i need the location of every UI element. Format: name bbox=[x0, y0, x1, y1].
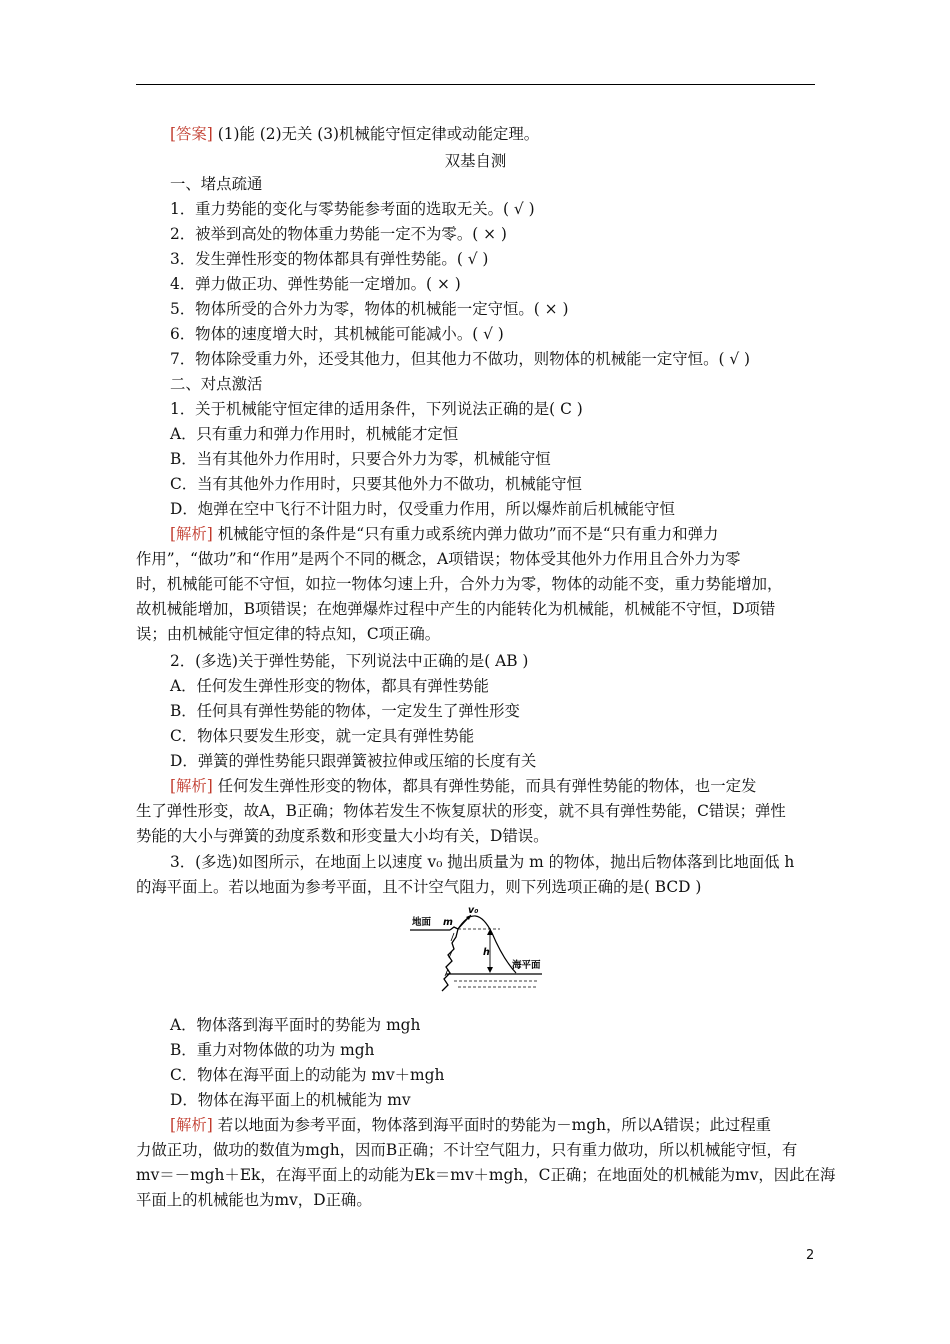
q2-analysis-line: 势能的大小与弹簧的劲度系数和形变量大小均有关，D错误。 bbox=[136, 827, 549, 845]
q2-analysis-tag: [解析] bbox=[170, 777, 213, 795]
q1-analysis-tag: [解析] bbox=[170, 525, 213, 543]
q2-option-d: D．弹簧的弹性势能只跟弹簧被拉伸或压缩的长度有关 bbox=[170, 752, 537, 770]
q3-option-a: A．物体落到海平面时的势能为 mgh bbox=[170, 1016, 421, 1034]
page-number: 2 bbox=[806, 1248, 815, 1263]
q1-analysis-line: 时，机械能可能不守恒，如拉一物体匀速上升，合外力为零，物体的动能不变，重力势能增加， bbox=[136, 575, 783, 593]
q1-analysis-line: 误；由机械能守恒定律的特点知，C项正确。 bbox=[136, 625, 441, 643]
q1-option-d: D．炮弹在空中飞行不计阻力时，仅受重力作用，所以爆炸前后机械能守恒 bbox=[170, 500, 675, 518]
velocity-label: v₀ bbox=[468, 905, 479, 916]
q1-stem: 1．关于机械能守恒定律的适用条件，下列说法正确的是( C ) bbox=[170, 400, 583, 418]
part1-item: 2．被举到高处的物体重力势能一定不为零。( × ) bbox=[170, 225, 507, 243]
q3-stem-line: 3．(多选)如图所示，在地面上以速度 v₀ 抛出质量为 m 的物体，抛出后物体落到比地面低 h bbox=[170, 853, 795, 871]
q2-analysis-line: [解析] 任何发生弹性形变的物体，都具有弹性势能，而具有弹性势能的物体，也一定发 bbox=[170, 777, 757, 795]
q1-option-b: B．当有其他外力作用时，只要合外力为零，机械能守恒 bbox=[170, 450, 551, 468]
section-title: 双基自测 bbox=[444, 152, 507, 170]
part2-heading: 二、对点激活 bbox=[170, 375, 263, 393]
answer-tag: [答案] bbox=[170, 125, 213, 143]
header-rule bbox=[136, 84, 815, 85]
ground-label: 地面 bbox=[412, 917, 432, 928]
q1-analysis-line: 作用”，“做功”和“作用”是两个不同的概念，A项错误；物体受其他外力作用且合外力为零 bbox=[136, 550, 741, 568]
q3-analysis-line: 力做正功，做功的数值为mgh，因而B正确；不计空气阻力，只有重力做功，所以机械能守恒，有 bbox=[136, 1141, 798, 1159]
part1-item: 5．物体所受的合外力为零，物体的机械能一定守恒。( × ) bbox=[170, 300, 569, 318]
answer-line bbox=[170, 124, 539, 144]
height-label: h bbox=[483, 947, 490, 958]
q2-stem: 2．(多选)关于弹性势能，下列说法中正确的是( AB ) bbox=[170, 652, 529, 670]
part1-item: 4．弹力做正功、弹性势能一定增加。( × ) bbox=[170, 275, 461, 293]
q1-analysis-line: 故机械能增加，B项错误；在炮弹爆炸过程中产生的内能转化为机械能，机械能不守恒，D项错 bbox=[136, 600, 776, 618]
mass-label: m bbox=[443, 917, 453, 928]
q3-option-d: D．物体在海平面上的机械能为 mv bbox=[170, 1091, 411, 1109]
q3-analysis-line: 平面上的机械能也为mv，D正确。 bbox=[136, 1191, 372, 1209]
q2-option-c: C．物体只要发生形变，就一定具有弹性势能 bbox=[170, 727, 475, 745]
part1-item: 3．发生弹性形变的物体都具有弹性势能。( √ ) bbox=[170, 250, 489, 268]
q2-option-b: B．任何具有弹性势能的物体，一定发生了弹性形变 bbox=[170, 702, 520, 720]
answer-text: (1)能 (2)无关 (3)机械能守恒定律或动能定理。 bbox=[212, 125, 540, 143]
part1-item: 7．物体除受重力外，还受其他力，但其他力不做功，则物体的机械能一定守恒。( √ ) bbox=[170, 350, 751, 368]
part1-item: 1．重力势能的变化与零势能参考面的选取无关。( √ ) bbox=[170, 200, 535, 218]
q3-stem-line: 的海平面上。若以地面为参考平面，且不计空气阻力，则下列选项正确的是( BCD ) bbox=[136, 878, 702, 896]
q3-option-b: B．重力对物体做的功为 mgh bbox=[170, 1041, 375, 1059]
cliff-projectile-figure bbox=[408, 903, 543, 998]
sea-label: 海平面 bbox=[512, 960, 541, 971]
q2-option-a: A．任何发生弹性形变的物体，都具有弹性势能 bbox=[170, 677, 489, 695]
q3-analysis-tag: [解析] bbox=[170, 1116, 213, 1134]
q3-analysis-line: [解析] 若以地面为参考平面，物体落到海平面时的势能为－mgh，所以A错误；此过程重 bbox=[170, 1116, 772, 1134]
q1-option-c: C．当有其他外力作用时，只要其他外力不做功，机械能守恒 bbox=[170, 475, 582, 493]
part1-heading: 一、堵点疏通 bbox=[170, 175, 263, 193]
q1-analysis-line: [解析] 机械能守恒的条件是“只有重力或系统内弹力做功”而不是“只有重力和弹力 bbox=[170, 525, 719, 543]
q3-option-c: C．物体在海平面上的动能为 mv＋mgh bbox=[170, 1066, 445, 1084]
q1-option-a: A．只有重力和弹力作用时，机械能才定恒 bbox=[170, 425, 459, 443]
part1-item: 6．物体的速度增大时，其机械能可能减小。( √ ) bbox=[170, 325, 504, 343]
q2-analysis-line: 生了弹性形变，故A，B正确；物体若发生不恢复原状的形变，就不具有弹性势能，C错误；弹性 bbox=[136, 802, 786, 820]
q3-analysis-line: mv＝－mgh＋Ek，在海平面上的动能为Ek＝mv＋mgh，C正确；在地面处的机械能为mv，因此在海 bbox=[136, 1166, 836, 1184]
